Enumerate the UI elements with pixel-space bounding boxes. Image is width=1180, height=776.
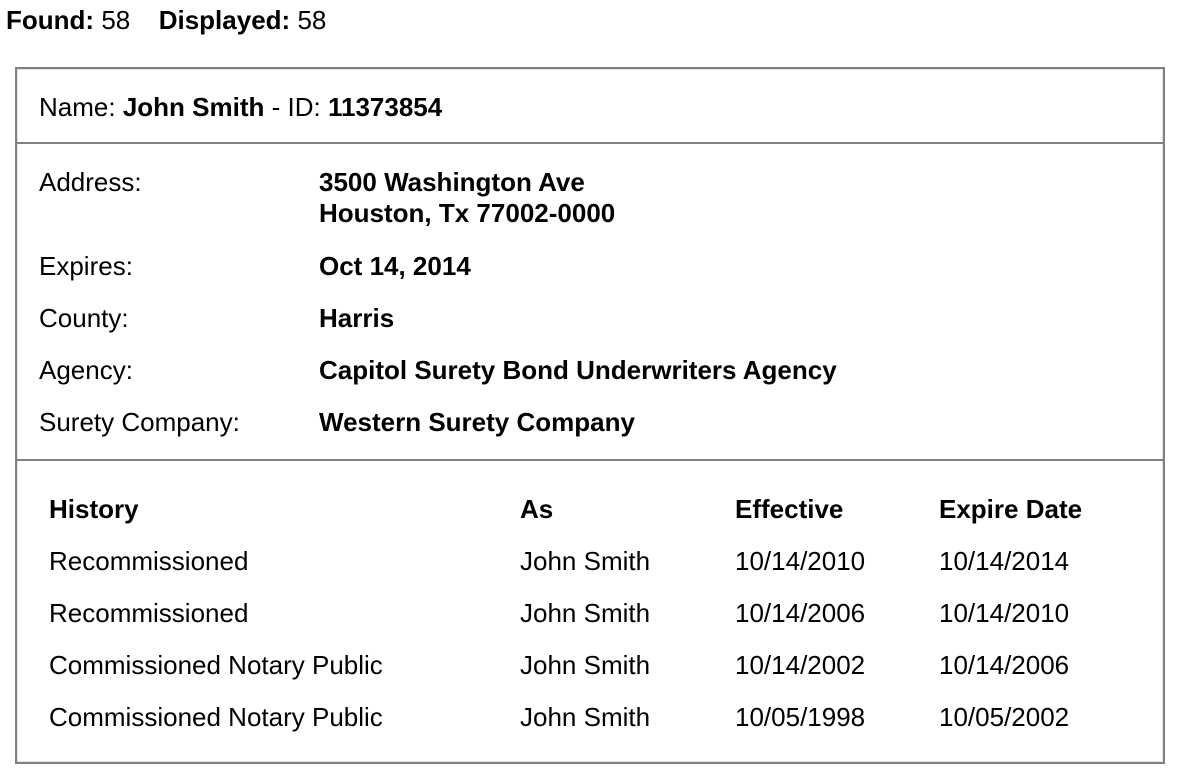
address-line-1: 3500 Washington Ave	[319, 167, 585, 197]
expire-date-cell: 10/14/2006	[939, 650, 1070, 680]
displayed-count: 58	[297, 5, 327, 35]
found-count: 58	[101, 5, 131, 35]
county-label: County:	[39, 303, 129, 333]
history-cell: Recommissioned	[49, 546, 249, 576]
as-cell: John Smith	[520, 546, 651, 576]
results-summary	[6, 4, 326, 36]
expire-date-cell: 10/14/2010	[939, 598, 1070, 628]
address-label: Address:	[39, 167, 142, 197]
notary-record-card	[15, 67, 1165, 764]
name-id-separator: -	[271, 92, 281, 122]
name-label: Name:	[39, 92, 116, 122]
effective-column-header: Effective	[735, 494, 844, 524]
history-column-header: History	[49, 494, 139, 524]
address-line-2: Houston, Tx 77002-0000	[319, 198, 616, 228]
agency-value: Capitol Surety Bond Underwriters Agency	[319, 355, 837, 385]
record-details	[17, 144, 1163, 461]
surety-company-label: Surety Company:	[39, 407, 240, 437]
table-row	[17, 545, 1163, 577]
as-cell: John Smith	[520, 598, 651, 628]
expires-label: Expires:	[39, 251, 133, 281]
name-value: John Smith	[122, 92, 265, 122]
id-label: ID:	[287, 92, 321, 122]
county-value: Harris	[319, 303, 395, 333]
displayed-label: Displayed:	[158, 5, 291, 35]
as-cell: John Smith	[520, 650, 651, 680]
as-cell: John Smith	[520, 702, 651, 732]
effective-cell: 10/14/2006	[735, 598, 866, 628]
name-id-line	[39, 91, 442, 123]
table-row	[17, 701, 1163, 733]
record-header	[17, 69, 1163, 144]
surety-company-value: Western Surety Company	[319, 407, 635, 437]
expire-date-cell: 10/14/2014	[939, 546, 1070, 576]
history-cell: Recommissioned	[49, 598, 249, 628]
history-header-row	[17, 493, 1163, 525]
expire-date-column-header: Expire Date	[939, 494, 1083, 524]
history-cell: Commissioned Notary Public	[49, 702, 383, 732]
table-row	[17, 597, 1163, 629]
effective-cell: 10/14/2010	[735, 546, 866, 576]
expire-date-cell: 10/05/2002	[939, 702, 1070, 732]
agency-label: Agency:	[39, 355, 133, 385]
table-row	[17, 649, 1163, 681]
as-column-header: As	[520, 494, 554, 524]
history-cell: Commissioned Notary Public	[49, 650, 383, 680]
found-label: Found:	[6, 5, 95, 35]
effective-cell: 10/05/1998	[735, 702, 866, 732]
effective-cell: 10/14/2002	[735, 650, 866, 680]
id-value: 11373854	[327, 92, 443, 122]
expires-value: Oct 14, 2014	[319, 251, 471, 281]
